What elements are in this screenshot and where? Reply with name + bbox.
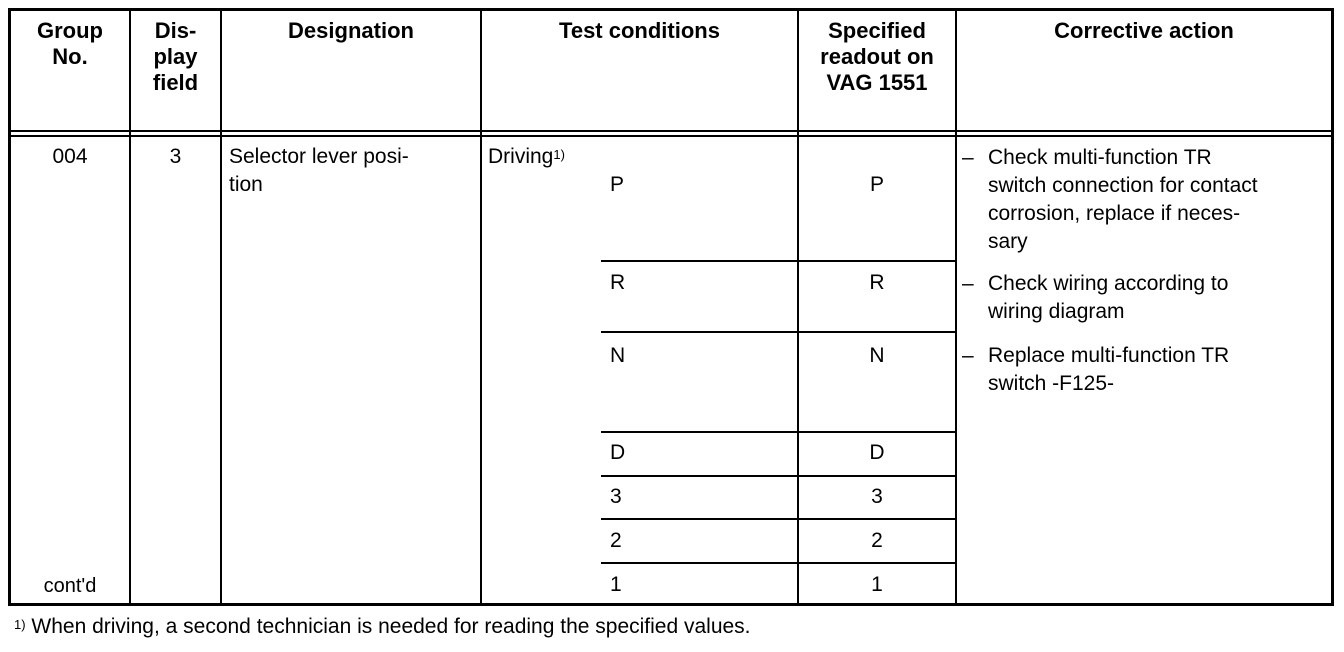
row-divider-3 [601,518,956,520]
contd-label: cont'd [43,575,97,597]
action-1-dash: – [962,146,974,169]
row-divider-p [601,260,956,262]
header-group-no: Group No. [37,18,103,69]
readout-p: P [869,173,884,196]
footnote [14,613,751,641]
condition-p: P [610,173,625,196]
group-number: 004 [52,145,88,168]
action-3-dash: – [962,344,974,367]
readout-2: 2 [871,529,883,552]
table-border-left [8,8,11,606]
test-condition-label: Driving [488,145,554,168]
condition-3: 3 [610,485,622,508]
footnote-ref: 1) [553,147,565,162]
table-border-top [8,8,1334,11]
readout-d: D [869,441,885,464]
condition-d: D [610,441,626,464]
header-separator [8,130,1334,132]
footnote-mark: 1) [14,617,26,632]
readout-r: R [869,271,885,294]
condition-1: 1 [610,573,622,596]
test-condition-driving [488,143,598,171]
col-divider-5 [955,8,957,606]
readout-3: 3 [871,485,883,508]
col-divider-4 [797,8,799,606]
condition-r: R [610,271,626,294]
header-corrective-action: Corrective action [1054,18,1234,43]
readout-n: N [869,344,885,367]
action-2-text: Check wiring according to wiring diagram [988,272,1229,323]
footnote-text: When driving, a second technician is needed for reading the specified values. [31,615,751,638]
condition-n: N [610,344,626,367]
header-separator-2 [8,135,1334,137]
condition-2: 2 [610,529,622,552]
table-border-right [1331,8,1334,606]
row-divider-d [601,475,956,477]
col-divider-2 [220,8,222,606]
header-specified-readout: Specified readout on VAG 1551 [820,18,934,95]
display-field-number: 3 [169,145,182,168]
table-border-bottom [8,603,1334,606]
col-divider-3 [480,8,482,606]
header-designation: Designation [288,18,414,43]
header-display-field: Dis- play field [152,18,199,95]
action-2-dash: – [962,272,974,295]
action-3-text: Replace multi-function TR switch -F125- [988,344,1230,395]
row-divider-n [601,431,956,433]
row-divider-2 [601,562,956,564]
action-1-text: Check multi-function TR switch connection for contact corrosion, replace if neces- sary [988,146,1258,253]
row-divider-r [601,331,956,333]
designation-text: Selector lever posi- tion [229,145,409,196]
col-divider-1 [129,8,131,606]
readout-1: 1 [871,573,883,596]
header-test-conditions: Test conditions [559,18,720,43]
